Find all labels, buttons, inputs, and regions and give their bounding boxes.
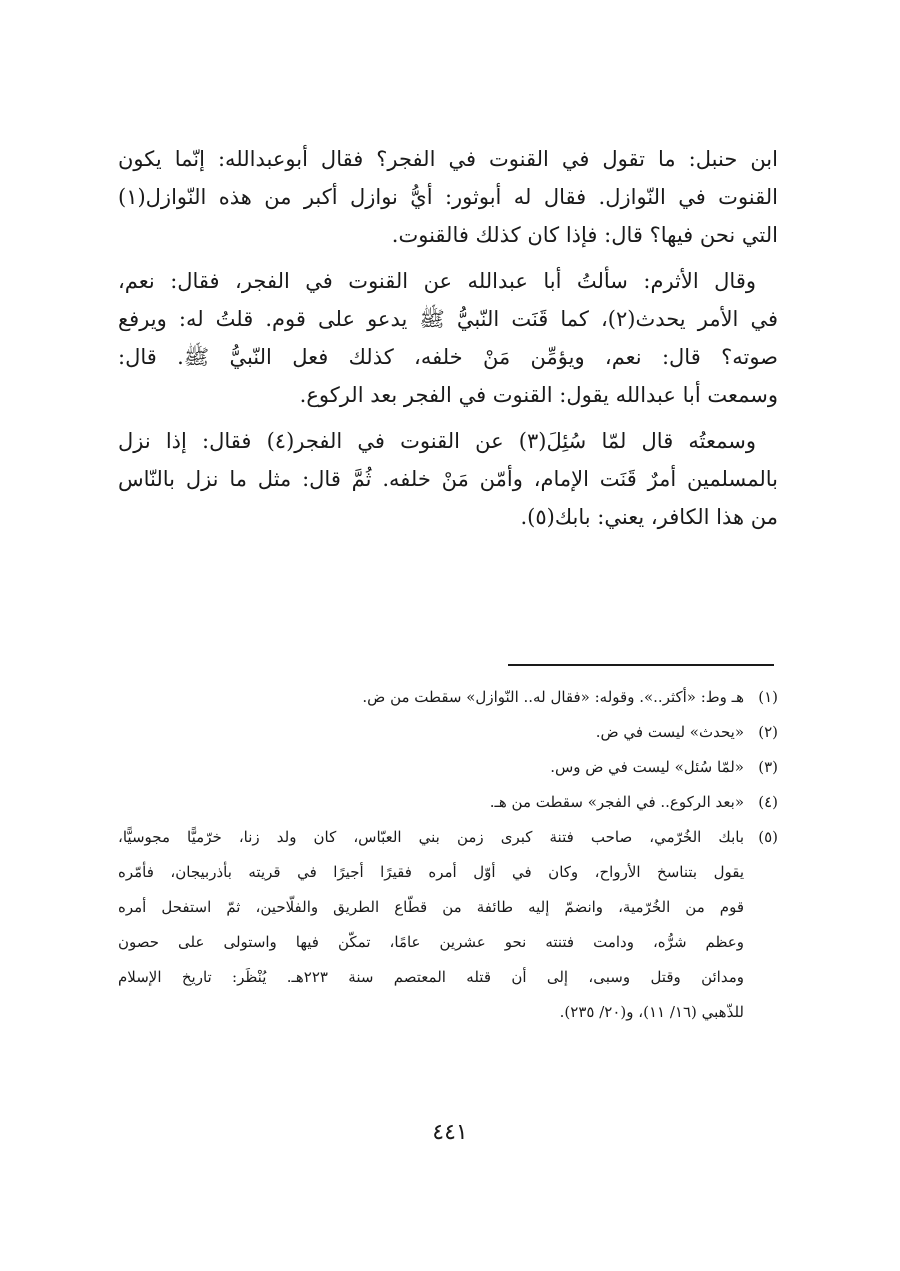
- paragraph-2: [118, 262, 778, 414]
- text-line: صوته؟ قال: نعم، ويؤمِّن مَنْ خلفه، كذلك فعل النّبيُّ ﷺ. قال:: [118, 345, 778, 369]
- footnotes: [118, 680, 778, 1030]
- footnote-number: (٣): [758, 758, 778, 776]
- footnote-text: [118, 750, 744, 785]
- footnote-number: (٢): [758, 723, 778, 741]
- footnote-line: وعظم شرُّه، ودامت فتنته نحو عشرين عامًا، تمكّن فيها واستولى على حصون: [118, 933, 744, 951]
- footnote-number: (٥): [758, 828, 778, 846]
- text-line: وسمعت أبا عبدالله يقول: القنوت في الفجر بعد الركوع.: [299, 383, 778, 407]
- footnote-text: [118, 785, 744, 820]
- footnote-text: [118, 820, 744, 1030]
- footnote-number: (١): [758, 688, 778, 706]
- footnote-separator: [508, 664, 774, 666]
- text-line: من هذا الكافر، يعني: بابك(٥).: [520, 505, 778, 529]
- footnote-line: هـ وط: «أكثر..». وقوله: «فقال له.. النّوازل» سقطت من ض.: [362, 688, 744, 706]
- text-line: التي نحن فيها؟ قال: فإذا كان كذلك فالقنوت.: [391, 223, 778, 247]
- footnote-line: للذّهبي (١٦/ ١١)، و(٢٠/ ٢٣٥).: [559, 1003, 744, 1021]
- text-line: وسمعتُه قال لمّا سُئِلَ(٣) عن القنوت في الفجر(٤) فقال: إذا نزل: [118, 429, 756, 453]
- footnote-line: «لمّا سُئل» ليست في ض وس.: [550, 758, 744, 776]
- main-text: [118, 140, 778, 544]
- footnote: [118, 820, 778, 1030]
- footnote-line: ومدائن وقتل وسبى، إلى أن قتله المعتصم سنة ٢٢٣هـ. يُنْظَر: تاريخ الإسلام: [118, 968, 744, 986]
- paragraph-1: [118, 140, 778, 254]
- footnote-text: [118, 715, 744, 750]
- footnote-text: [118, 680, 744, 715]
- footnote-line: قوم من الخُرّمية، وانضمّ إليه طائفة من قطّاع الطريق والفلّاحين، ثمّ استفحل أمره: [118, 898, 744, 916]
- footnote: [118, 680, 778, 715]
- page-number: ٤٤١: [432, 1120, 468, 1145]
- footnote-line: بابك الخُرّمي، صاحب فتنة كبرى زمن بني العبّاس، كان ولد زنا، خرّميًّا مجوسيًّا،: [118, 828, 744, 846]
- footnote: [118, 750, 778, 785]
- text-line: بالمسلمين أمرٌ قَنَت الإمام، وأمّن مَنْ خلفه. ثُمَّ قال: مثل ما نزل بالنّاس: [118, 467, 778, 491]
- footnote-line: «بعد الركوع.. في الفجر» سقطت من هـ.: [489, 793, 744, 811]
- footnote: [118, 715, 778, 750]
- footnote-line: «يحدث» ليست في ض.: [595, 723, 744, 741]
- text-line: ابن حنبل: ما تقول في القنوت في الفجر؟ فقال أبوعبدالله: إنّما يكون: [118, 147, 778, 171]
- footnote-line: يقول بتناسخ الأرواح، وكان في أوّل أمره فقيرًا أجيرًا في قريته بأذربيجان، فأمّره: [118, 863, 744, 881]
- paragraph-3: [118, 422, 778, 536]
- footnote-number: (٤): [758, 793, 778, 811]
- text-line: وقال الأثرم: سألتُ أبا عبدالله عن القنوت في الفجر، فقال: نعم،: [118, 269, 756, 293]
- footnote: [118, 785, 778, 820]
- text-line: في الأمر يحدث(٢)، كما قَنَت النّبيُّ ﷺ يدعو على قوم. قلتُ له: ويرفع: [118, 307, 778, 331]
- text-line: القنوت في النّوازل. فقال له أبوثور: أيُّ نوازل أكبر من هذه النّوازل(١): [118, 185, 778, 209]
